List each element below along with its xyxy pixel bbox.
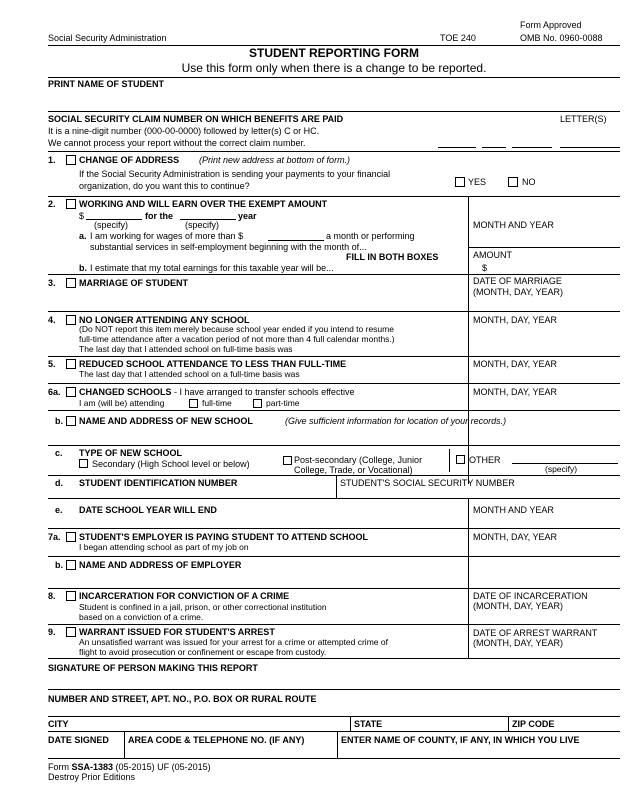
form-id: SSA-1383 xyxy=(71,762,114,772)
form-title: STUDENT REPORTING FORM xyxy=(249,46,419,60)
divider xyxy=(48,77,620,78)
divider xyxy=(48,758,620,759)
divider xyxy=(48,356,620,357)
warrant-title: WARRANT ISSUED FOR STUDENT'S ARREST xyxy=(79,627,275,637)
change-of-address-note: (Print new address at bottom of form.) xyxy=(199,155,351,165)
claim-number-field-1[interactable] xyxy=(438,147,476,148)
continue-yes-checkbox[interactable] xyxy=(455,177,465,187)
secondary-school-label: Secondary (High School level or below) xyxy=(92,459,250,469)
item-7a-date-label: MONTH, DAY, YEAR xyxy=(473,532,558,542)
item-2a-label: a. xyxy=(79,231,87,241)
incarceration-title: INCARCERATION FOR CONVICTION OF A CRIME xyxy=(79,591,290,601)
claim-number-help-2: We cannot process your report without the correct claim number. xyxy=(48,138,306,148)
year-label: year xyxy=(238,211,257,221)
form-edition: (05-2015) UF (05-2015) xyxy=(113,762,211,772)
item-6a-number: 6a. xyxy=(48,387,61,397)
changed-schools-title: CHANGED SCHOOLS xyxy=(79,387,172,397)
right-column-divider xyxy=(468,498,469,658)
employer-address-title: NAME AND ADDRESS OF EMPLOYER xyxy=(79,560,242,570)
changed-schools-heading xyxy=(79,387,354,397)
letters-label: LETTER(S) xyxy=(560,114,607,124)
divider xyxy=(48,716,620,717)
reduced-attendance-title: REDUCED SCHOOL ATTENDANCE TO LESS THAN FULL-TIME xyxy=(79,359,347,369)
new-school-address-checkbox[interactable] xyxy=(66,416,76,426)
continue-no-checkbox[interactable] xyxy=(508,177,518,187)
warrant-date-label-1: DATE OF ARREST WARRANT xyxy=(473,628,598,638)
date-signed-label: DATE SIGNED xyxy=(48,735,109,745)
divider xyxy=(48,410,620,411)
item-6a-date-label: MONTH, DAY, YEAR xyxy=(473,387,558,397)
changed-schools-text: - I have arranged to transfer schools effective xyxy=(171,387,355,397)
student-ssn-label: STUDENT'S SOCIAL SECURITY NUMBER xyxy=(340,478,515,488)
claim-number-field-2[interactable] xyxy=(482,147,506,148)
changed-schools-checkbox[interactable] xyxy=(66,387,76,397)
school-year-end-label: DATE SCHOOL YEAR WILL END xyxy=(79,505,217,515)
continue-no-label: NO xyxy=(522,177,536,187)
form-subtitle: Use this form only when there is a change to be reported. xyxy=(181,61,487,75)
divider xyxy=(48,151,620,152)
student-name-field[interactable] xyxy=(48,90,620,110)
omb-number: OMB No. 0960-0088 xyxy=(520,33,603,43)
item-6e-date-label: MONTH AND YEAR xyxy=(473,505,554,515)
form-approved: Form Approved xyxy=(520,20,582,30)
working-exempt-checkbox[interactable] xyxy=(66,199,76,209)
item-6e-number: e. xyxy=(55,505,63,515)
amount-label: AMOUNT xyxy=(473,250,512,260)
post-secondary-label-2: College, Trade, or Vocational) xyxy=(294,465,413,475)
marriage-date-label-1: DATE OF MARRIAGE xyxy=(473,276,562,286)
signature-label: SIGNATURE OF PERSON MAKING THIS REPORT xyxy=(48,663,258,673)
item-2a-text-3: substantial services in self-employment beginning with the month of... xyxy=(90,242,367,252)
warrant-checkbox[interactable] xyxy=(66,627,76,637)
county-label: ENTER NAME OF COUNTY, IF ANY, IN WHICH YOU LIVE xyxy=(341,735,580,745)
item-8-text-2: based on a conviction of a crime. xyxy=(79,612,204,622)
working-exempt-title: WORKING AND WILL EARN OVER THE EXEMPT AMOUNT xyxy=(79,199,328,209)
item-8-number: 8. xyxy=(48,591,56,601)
divider xyxy=(48,445,620,446)
item-4-text-1: (Do NOT report this item merely because school year ended if you intend to resume xyxy=(79,324,394,334)
employer-address-checkbox[interactable] xyxy=(66,560,76,570)
zip-label: ZIP CODE xyxy=(512,719,555,729)
item-2b-text: I estimate that my total earnings for this taxable year will be... xyxy=(90,263,334,273)
dollar-sign: $ xyxy=(79,211,85,221)
toe-code: TOE 240 xyxy=(440,33,476,43)
cell-divider xyxy=(337,731,338,758)
monthly-wages-field[interactable] xyxy=(268,240,324,241)
part-time-label: part-time xyxy=(266,398,300,408)
divider xyxy=(48,196,620,197)
item-3-number: 3. xyxy=(48,278,56,288)
cell-divider xyxy=(508,716,509,731)
print-name-label: PRINT NAME OF STUDENT xyxy=(48,79,164,89)
agency-name: Social Security Administration xyxy=(48,33,167,43)
other-school-label: OTHER xyxy=(469,455,501,465)
phone-label: AREA CODE & TELEPHONE NO. (IF ANY) xyxy=(128,735,305,745)
full-time-checkbox[interactable] xyxy=(189,399,198,408)
other-school-checkbox[interactable] xyxy=(456,455,465,464)
state-label: STATE xyxy=(354,719,383,729)
continue-yes-label: YES xyxy=(468,177,487,187)
item-2a-text-1: I am working for wages of more than $ xyxy=(90,231,244,241)
divider xyxy=(48,731,620,732)
item-7a-number: 7a. xyxy=(48,532,61,542)
claim-number-label: SOCIAL SECURITY CLAIM NUMBER ON WHICH BENEFITS ARE PAID xyxy=(48,114,344,124)
form-prefix: Form xyxy=(48,762,69,772)
item-5-text: The last day that I attended school on a full-time basis was xyxy=(79,369,300,379)
item-4-date-label: MONTH, DAY, YEAR xyxy=(473,315,558,325)
cell-divider xyxy=(350,716,351,731)
item-2-number: 2. xyxy=(48,199,56,209)
amount-dollar: $ xyxy=(482,263,488,273)
form-number xyxy=(48,762,211,772)
signature-field[interactable] xyxy=(48,675,620,689)
divider xyxy=(48,689,620,690)
cell-divider xyxy=(336,475,337,498)
incarceration-date-label-2: (MONTH, DAY, YEAR) xyxy=(473,601,564,611)
school-type-title: TYPE OF NEW SCHOOL xyxy=(79,448,183,458)
claim-letters-field[interactable] xyxy=(560,147,620,148)
item-7b-number: b. xyxy=(55,560,63,570)
student-id-label: STUDENT IDENTIFICATION NUMBER xyxy=(79,478,238,488)
item-9-text-1: An unsatisfied warrant was issued for your arrest for a crime or attempted crime of xyxy=(79,637,388,647)
item-4-number: 4. xyxy=(48,315,56,325)
item-2a-text-2: a month or performing xyxy=(326,231,415,241)
month-and-year-label: MONTH AND YEAR xyxy=(473,220,554,230)
attending-label: I am (will be) attending xyxy=(79,398,165,408)
specify-hint: (specify) xyxy=(94,220,129,230)
incarceration-date-label-1: DATE OF INCARCERATION xyxy=(473,591,588,601)
specify-hint: (specify) xyxy=(185,220,220,230)
no-longer-attending-checkbox[interactable] xyxy=(66,315,76,325)
item-9-text-2: flight to avoid prosecution or confinement or escape from custody. xyxy=(79,647,327,657)
warrant-date-label-2: (MONTH, DAY, YEAR) xyxy=(473,638,564,648)
new-school-address-field[interactable] xyxy=(79,428,619,444)
item-1-text-1: If the Social Security Administration is sending your payments to your financial xyxy=(79,169,391,179)
street-field[interactable] xyxy=(48,705,620,715)
divider xyxy=(48,658,620,659)
divider xyxy=(48,528,620,529)
incarceration-checkbox[interactable] xyxy=(66,591,76,601)
divider xyxy=(48,274,620,275)
divider xyxy=(48,624,620,625)
divider xyxy=(48,588,620,589)
item-1-number: 1. xyxy=(48,155,56,165)
employer-paying-title: STUDENT'S EMPLOYER IS PAYING STUDENT TO ATTEND SCHOOL xyxy=(79,532,368,542)
other-specify-hint: (specify) xyxy=(545,464,578,474)
fill-both-boxes: FILL IN BOTH BOXES xyxy=(346,252,439,262)
part-time-checkbox[interactable] xyxy=(253,399,262,408)
city-label: CITY xyxy=(48,719,69,729)
item-4-text-2: full-time attendance after a vacation period of not more than 4 full calendar months.) xyxy=(79,334,395,344)
item-7a-text: I began attending school as part of my job on xyxy=(79,542,249,552)
post-secondary-checkbox[interactable] xyxy=(283,456,292,465)
claim-number-help-1: It is a nine-digit number (000-00-0000) followed by letter(s) C or HC. xyxy=(48,126,320,136)
change-of-address-checkbox[interactable] xyxy=(66,155,76,165)
divider xyxy=(48,475,620,476)
cell-divider xyxy=(124,731,125,758)
for-the-label: for the xyxy=(145,211,173,221)
destroy-prior: Destroy Prior Editions xyxy=(48,772,136,782)
divider xyxy=(48,556,620,557)
full-time-label: full-time xyxy=(202,398,232,408)
employer-address-field[interactable] xyxy=(79,571,464,587)
cell-divider xyxy=(449,449,450,472)
item-9-number: 9. xyxy=(48,627,56,637)
street-label: NUMBER AND STREET, APT. NO., P.O. BOX OR RURAL ROUTE xyxy=(48,694,317,704)
marriage-checkbox[interactable] xyxy=(66,278,76,288)
reduced-attendance-checkbox[interactable] xyxy=(66,359,76,369)
item-8-text-1: Student is confined in a jail, prison, or other correctional institution xyxy=(79,602,327,612)
no-longer-attending-title: NO LONGER ATTENDING ANY SCHOOL xyxy=(79,315,250,325)
item-5-date-label: MONTH, DAY, YEAR xyxy=(473,359,558,369)
item-1-text-2: organization, do you want this to continue? xyxy=(79,181,250,191)
divider xyxy=(48,311,620,312)
cell-divider xyxy=(468,247,620,248)
item-6d-number: d. xyxy=(55,478,63,488)
item-2b-label: b. xyxy=(79,263,87,273)
marriage-date-label-2: (MONTH, DAY, YEAR) xyxy=(473,287,564,297)
post-secondary-label-1: Post-secondary (College, Junior xyxy=(294,455,423,465)
marriage-title: MARRIAGE OF STUDENT xyxy=(79,278,188,288)
new-school-address-title: NAME AND ADDRESS OF NEW SCHOOL xyxy=(79,416,253,426)
item-6b-number: b. xyxy=(55,416,63,426)
item-6c-number: c. xyxy=(55,448,63,458)
item-5-number: 5. xyxy=(48,359,56,369)
item-4-text-3: The last day that I attended school on full-time basis was xyxy=(79,344,293,354)
secondary-school-checkbox[interactable] xyxy=(79,459,88,468)
change-of-address-title: CHANGE OF ADDRESS xyxy=(79,155,180,165)
claim-number-field-3[interactable] xyxy=(512,147,552,148)
employer-paying-checkbox[interactable] xyxy=(66,532,76,542)
divider xyxy=(48,498,620,499)
divider xyxy=(48,383,620,384)
divider xyxy=(48,111,620,112)
new-school-address-note: (Give sufficient information for location of your records.) xyxy=(285,416,507,426)
